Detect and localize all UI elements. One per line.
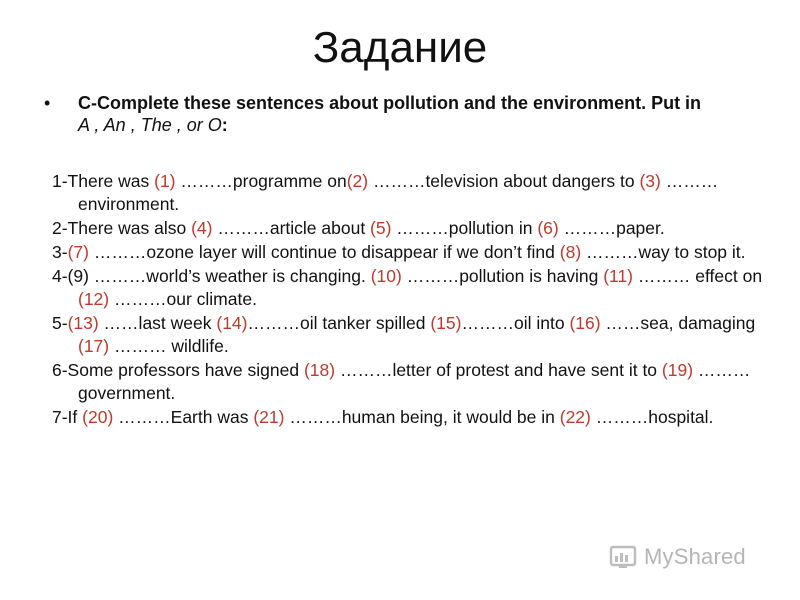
sentence-text: ………letter of protest and have sent it to — [335, 360, 662, 380]
blank-number: (3) — [639, 171, 661, 191]
blank-number: (22) — [559, 407, 591, 427]
blank-number: (1) — [154, 171, 176, 191]
watermark-text: MyShared — [644, 544, 746, 569]
blank-number: (16) — [569, 313, 601, 333]
sentence-text: ………environment. — [78, 171, 719, 214]
sentence-text: ………pollution in — [391, 218, 538, 238]
blank-number: (14) — [216, 313, 248, 333]
blank-number: (17) — [78, 336, 110, 356]
blank-number: (6) — [537, 218, 559, 238]
sentence-text: 1-There was — [52, 171, 155, 191]
sentence-item — [52, 170, 772, 216]
sentence-text: 4-(9) ………world’s weather is changing. — [52, 266, 371, 286]
blank-number: (21) — [253, 407, 285, 427]
sentence-text: ………way to stop it. — [581, 242, 746, 262]
bullet-dot: • — [44, 93, 51, 113]
sentence-text: ………programme on — [175, 171, 347, 191]
sentence-item — [52, 217, 772, 240]
sentence-text: ………our climate. — [109, 289, 257, 309]
watermark-logo — [608, 540, 778, 574]
blank-number: (10) — [370, 266, 402, 286]
blank-number: (20) — [82, 407, 114, 427]
sentence-text: ………human being, it would be in — [284, 407, 560, 427]
sentence-item — [52, 312, 772, 358]
mystudies-logo-icon — [608, 543, 638, 571]
blank-number: (5) — [370, 218, 392, 238]
sentence-text: ………television about dangers to — [368, 171, 640, 191]
sentence-text: ………oil tanker spilled — [247, 313, 431, 333]
sentence-text: 5- — [52, 313, 68, 333]
sentence-text: ……… effect on — [633, 266, 763, 286]
blank-number: (4) — [191, 218, 213, 238]
sentence-text: ………article about — [212, 218, 371, 238]
blank-number: (11) — [603, 266, 634, 286]
instruction-colon: : — [221, 115, 228, 135]
instruction-lead: C-Complete these sentences about pollution and the environment. Put in — [78, 93, 702, 113]
slide-title: Задание — [312, 23, 488, 72]
sentence-text: ……… wildlife. — [109, 336, 229, 356]
sentence-text: ………Earth was — [113, 407, 254, 427]
blank-number: (18) — [303, 360, 336, 380]
blank-number: (15) — [430, 313, 462, 333]
sentence-list — [52, 170, 772, 430]
blank-number: (8) — [559, 242, 582, 262]
sentence-item — [52, 359, 772, 405]
sentence-text: ………hospital. — [590, 407, 714, 427]
blank-number: (7) — [67, 242, 89, 262]
blank-number: (12) — [78, 289, 110, 309]
blank-number: (13) — [67, 313, 99, 333]
sentence-text: 6-Some professors have signed — [52, 360, 304, 380]
sentence-text: ………government. — [78, 360, 751, 403]
sentence-item — [52, 265, 772, 311]
sentence-text: ………paper. — [558, 218, 665, 238]
sentence-text: ………pollution is having — [401, 266, 604, 286]
instruction-articles: A , An , The , or O — [78, 115, 222, 135]
sentence-text: 7-If — [52, 407, 83, 427]
blank-number: (19) — [661, 360, 694, 380]
sentence-text: 2-There was also — [52, 218, 192, 238]
blank-number: (2) — [346, 171, 369, 191]
sentence-text: ………oil into — [461, 313, 570, 333]
instruction-bullet — [44, 92, 764, 136]
sentence-item — [52, 241, 772, 264]
instruction-text — [78, 92, 764, 136]
sentence-text: ………ozone layer will continue to disappear if we don’t find — [88, 242, 560, 262]
sentence-text: ……last week — [98, 313, 217, 333]
sentence-text: ……sea, damaging — [600, 313, 756, 333]
sentence-item — [52, 406, 772, 429]
sentence-text: 3- — [52, 242, 68, 262]
